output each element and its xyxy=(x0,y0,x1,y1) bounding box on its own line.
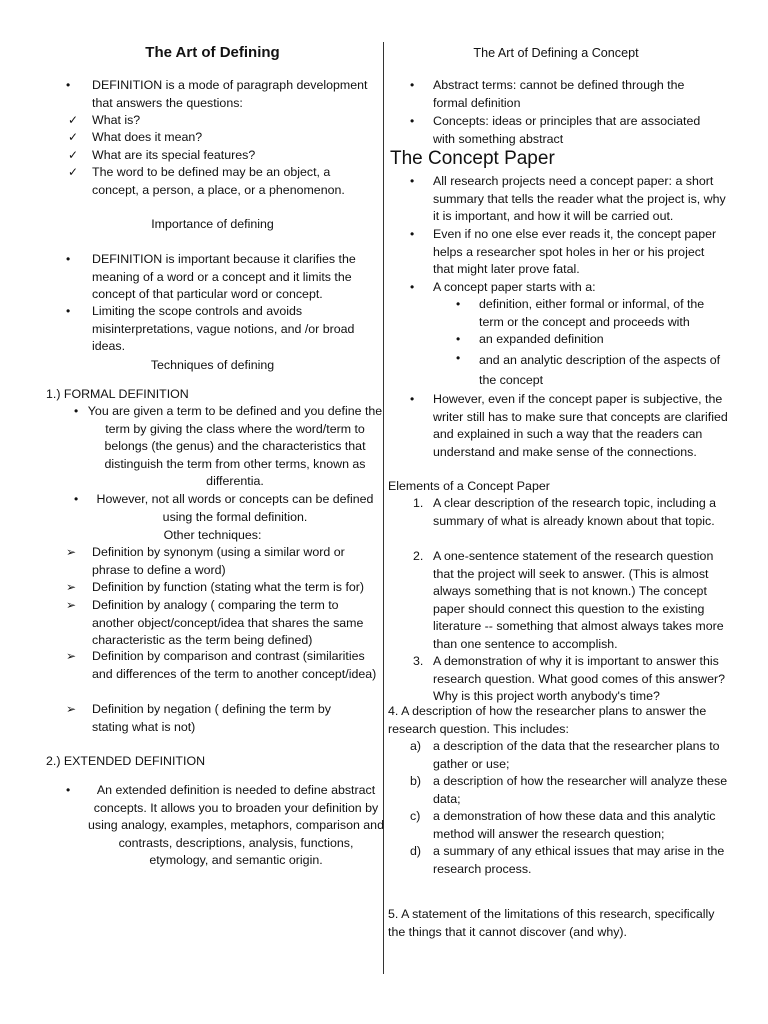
paper-bullet: A concept paper starts with a: xyxy=(433,280,596,294)
sub-item: a description of the data that the researcher plans to gather or use; xyxy=(433,739,720,771)
technique-item: Definition by negation ( defining the term by stating what is not) xyxy=(92,702,332,734)
concept-bullet: Abstract terms: cannot be defined through the formal definition xyxy=(433,78,685,110)
paper-bullet: All research projects need a concept paper: a short summary that tells the reader what the project is, why it is important, and how it will be carried out. xyxy=(433,174,726,224)
check-item: What are its special features? xyxy=(92,148,256,162)
arrow-icon: ➢ xyxy=(66,545,77,559)
check-icon: ✓ xyxy=(68,148,79,162)
bullet-icon: • xyxy=(456,297,461,311)
arrow-icon: ➢ xyxy=(66,598,77,612)
check-item: What is? xyxy=(92,113,141,127)
sub-letter: d) xyxy=(410,844,422,858)
check-item: The word to be defined may be an object, a concept, a person, a place, or a phenomenon. xyxy=(92,165,345,197)
arrow-icon: ➢ xyxy=(66,580,77,594)
technique-item: Definition by synonym (using a similar word or phrase to define a word) xyxy=(92,545,345,577)
formal-bullet: However, not all words or concepts can be defined using the formal definition. xyxy=(96,492,374,524)
element-five: 5. A statement of the limitations of this research, specifically the things that it cannot discover (and why). xyxy=(388,907,715,939)
importance-bullet: Limiting the scope controls and avoids misinterpretations, vague notions, and /or broad ideas. xyxy=(92,304,355,354)
element-item: A one-sentence statement of the research question that the project will seek to answer. (This is almost always something that is not known.) The concept paper should connect this question to the existing literature -- something that almost always takes more than one sentence to accomplish. xyxy=(433,549,724,651)
right-title: The Art of Defining a Concept xyxy=(473,46,639,60)
concept-paper-heading: The Concept Paper xyxy=(390,148,555,169)
bullet-icon: • xyxy=(410,174,415,188)
check-icon: ✓ xyxy=(68,130,79,144)
paper-bullet: Even if no one else ever reads it, the concept paper helps a researcher spot holes in her or his project that might later prove fatal. xyxy=(433,227,717,277)
techniques-heading: Techniques of defining xyxy=(150,358,275,372)
sub-letter: c) xyxy=(410,809,421,823)
check-icon: ✓ xyxy=(68,165,79,179)
element-four: 4. A description of how the researcher plans to answer the research question. This includes: xyxy=(388,704,707,736)
sub-item: a demonstration of how these data and this analytic method will answer the research question; xyxy=(433,809,716,841)
technique-item: Definition by analogy ( comparing the term to another object/concept/idea that shares the same characteristic as the term being defined) xyxy=(92,598,364,648)
sub-letter: b) xyxy=(410,774,422,788)
bullet-icon: • xyxy=(410,114,415,128)
formal-heading: 1.) FORMAL DEFINITION xyxy=(46,387,189,401)
bullet-icon: • xyxy=(66,783,71,797)
technique-item: Definition by function (stating what the term is for) xyxy=(92,580,365,594)
element-number: 3. xyxy=(413,654,424,668)
sub-item: a description of how the researcher will analyze these data; xyxy=(433,774,728,806)
check-item: What does it mean? xyxy=(92,130,203,144)
bullet-icon: • xyxy=(66,78,71,92)
starts-with-item: definition, either formal or informal, of the term or the concept and proceeds with xyxy=(479,297,705,329)
other-techniques-heading: Other techniques: xyxy=(163,528,262,542)
element-item: A demonstration of why it is important to answer this research question. What good comes of this answer? Why is this project worth anybody's time? xyxy=(433,654,726,704)
element-number: 1. xyxy=(413,496,424,510)
check-icon: ✓ xyxy=(68,113,79,127)
concept-bullet: Concepts: ideas or principles that are associated with something abstract xyxy=(433,114,701,146)
starts-with-item: and an analytic description of the aspects of the concept xyxy=(479,353,721,387)
elements-heading: Elements of a Concept Paper xyxy=(388,479,550,493)
bullet-icon: • xyxy=(456,332,461,346)
starts-with-item: an expanded definition xyxy=(479,332,604,346)
bullet-icon: • xyxy=(410,280,415,294)
left-title: The Art of Defining xyxy=(145,44,280,61)
definition-bullet: DEFINITION is a mode of paragraph development that answers the questions: xyxy=(92,78,368,110)
bullet-icon: • xyxy=(66,252,71,266)
bullet-icon: • xyxy=(410,392,415,406)
bullet-icon: • xyxy=(410,227,415,241)
bullet-icon: • xyxy=(410,78,415,92)
extended-bullet: An extended definition is needed to define abstract concepts. It allows you to broaden your definition by using analogy, examples, metaphors, comparison and contrasts, descriptions, analysis, functions, etymology, and semantic origin. xyxy=(88,783,384,868)
formal-bullet: You are given a term to be defined and you define the term by giving the class where the word/term to belongs (the genus) and the characteristics that distinguish the term from other terms, known as differentia. xyxy=(87,404,383,489)
extended-heading: 2.) EXTENDED DEFINITION xyxy=(46,754,206,768)
bullet-icon: • xyxy=(456,351,461,365)
sub-item: a summary of any ethical issues that may arise in the research process. xyxy=(433,844,725,876)
element-number: 2. xyxy=(413,549,424,563)
arrow-icon: ➢ xyxy=(66,702,77,716)
arrow-icon: ➢ xyxy=(66,649,77,663)
element-item: A clear description of the research topic, including a summary of what is already known about that topic. xyxy=(433,496,717,528)
bullet-icon: • xyxy=(66,304,71,318)
importance-bullet: DEFINITION is important because it clarifies the meaning of a word or a concept and it limits the concept of that particular word or concept. xyxy=(92,252,356,302)
subjective-bullet: However, even if the concept paper is subjective, the writer still has to make sure that concepts are clarified and explained in such a way that the readers can understand and make sense of the connections. xyxy=(433,392,728,459)
bullet-icon: • xyxy=(74,404,79,418)
importance-heading: Importance of defining xyxy=(151,217,274,231)
technique-item: Definition by comparison and contrast (similarities and differences of the term to another concept/idea) xyxy=(92,649,377,681)
bullet-icon: • xyxy=(74,492,79,506)
sub-letter: a) xyxy=(410,739,422,753)
